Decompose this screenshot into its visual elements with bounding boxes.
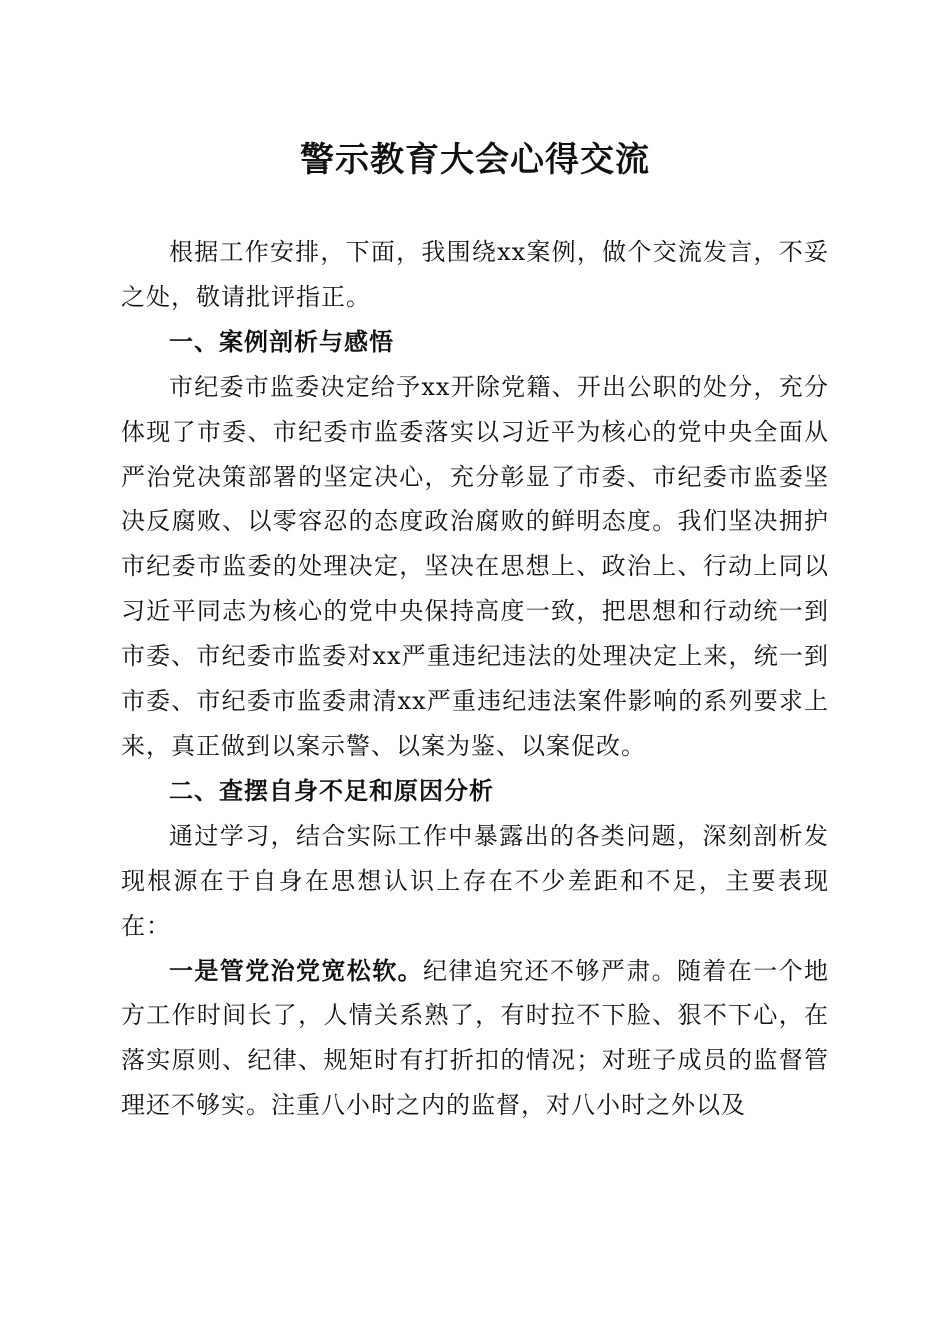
point1-lead: 一是管党治党宽松软。	[169, 956, 423, 985]
point1-text: 纪律追究还不够严肃。随着在一个地方工作时间长了，人情关系熟了，有时拉不下脸、狠不下心，在落实原则、纪律、规矩时有打折扣的情况；对班子成员的监督管理还不够实。注重八小时之内的监督，对八小时之外以及	[121, 956, 829, 1120]
section2-heading: 二、查摆自身不足和原因分析	[169, 776, 494, 805]
point1-paragraph	[121, 949, 829, 1129]
section1-heading: 一、案例剖析与感悟	[169, 327, 394, 356]
section1-paragraph: 市纪委市监委决定给予xx开除党籍、开出公职的处分，充分体现了市委、市纪委市监委落实以习近平为核心的党中央全面从严治党决策部署的坚定决心，充分彰显了市委、市纪委市监委坚决反腐败、以零容忍的态度政治腐败的鲜明态度。我们坚决拥护市纪委市监委的处理决定，坚决在思想上、政治上、行动上同以习近平同志为核心的党中央保持高度一致，把思想和行动统一到市委、市纪委市监委对xx严重违纪违法的处理决定上来，统一到市委、市纪委市监委肃清xx严重违纪违法案件影响的系列要求上来，真正做到以案示警、以案为鉴、以案促改。	[121, 372, 829, 760]
document-body	[121, 230, 829, 1128]
section2-paragraph: 通过学习，结合实际工作中暴露出的各类问题，深刻剖析发现根源在于自身在思想认识上存在不少差距和不足，主要表现在：	[121, 821, 829, 940]
intro-paragraph: 根据工作安排，下面，我围绕xx案例，做个交流发言，不妥之处，敬请批评指正。	[121, 238, 829, 311]
document-title: 警示教育大会心得交流	[300, 140, 650, 180]
